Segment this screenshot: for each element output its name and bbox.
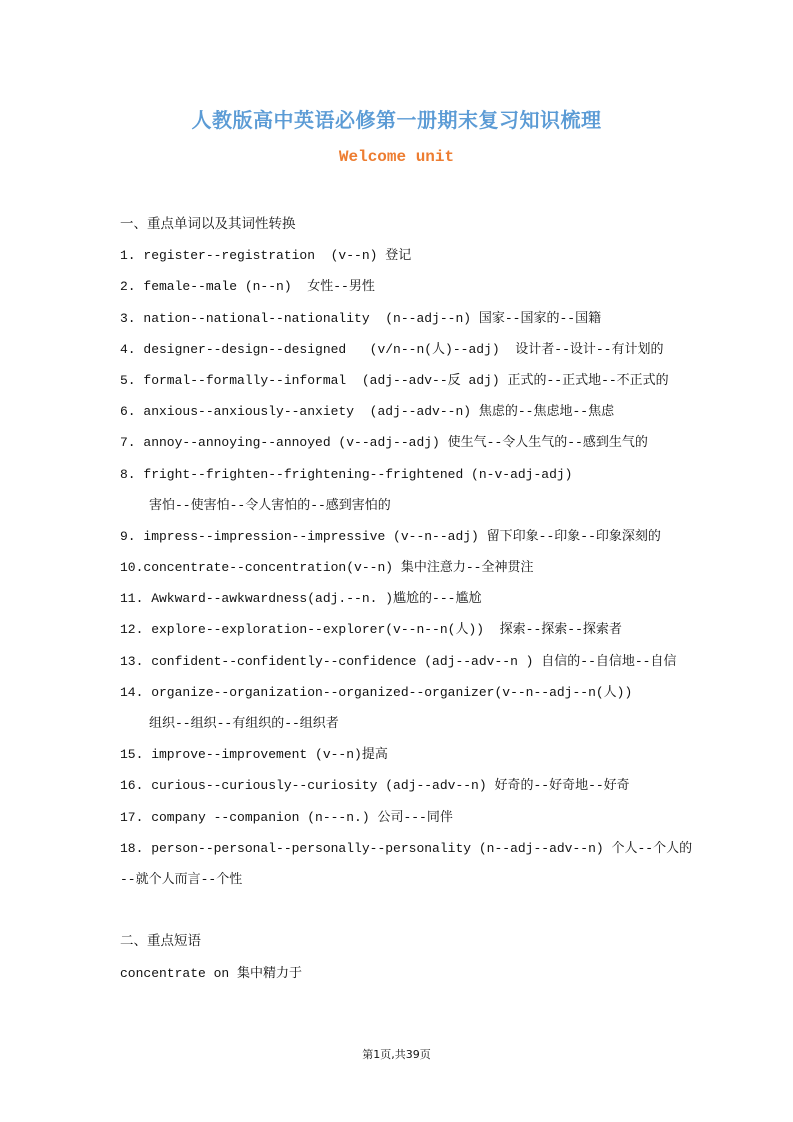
vocab-item-continuation: --就个人而言--个性 [120,871,243,887]
vocab-item: 13. confident--confidently--confidence (adj--adv--n ) 自信的--自信地--自信 [120,653,677,669]
unit-subtitle: Welcome unit [338,148,455,166]
document-title: 人教版高中英语必修第一册期末复习知识梳理 [191,108,602,132]
vocab-item: 5. formal--formally--informal (adj--adv--反 adj) 正式的--正式地--不正式的 [120,372,669,388]
phrase-item: concentrate on 集中精力于 [120,965,303,981]
section-heading-phrases: 二、重点短语 [120,933,201,950]
vocab-item: 16. curious--curiously--curiosity (adj--adv--n) 好奇的--好奇地--好奇 [120,778,630,794]
vocab-item-continuation: 组织--组织--有组织的--组织者 [149,716,339,731]
vocab-item: 11. Awkward--awkwardness(adj.--n. )尴尬的---尴尬 [120,591,482,607]
vocab-item: 17. company --companion (n---n.) 公司---同伴 [120,809,453,825]
vocab-item: 1. register--registration (v--n) 登记 [120,248,412,264]
vocab-item: 9. impress--impression--impressive (v--n--adj) 留下印象--印象--印象深刻的 [120,528,661,544]
page-footer: 第1页,共39页 [362,1048,431,1061]
document-body [120,209,693,989]
vocab-item: 3. nation--national--nationality (n--adj--n) 国家--国家的--国籍 [120,310,602,326]
vocab-item: 15. improve--improvement (v--n)提高 [120,747,388,763]
vocab-item: 18. person--personal--personally--personality (n--adj--adv--n) 个人--个人的 [120,840,693,856]
section-heading-vocabulary: 一、重点单词以及其词性转换 [120,216,296,232]
spacer [120,895,680,926]
vocab-item: 8. fright--frighten--frightening--frightened (n-v-adj-adj) [120,466,573,482]
vocab-item: 14. organize--organization--organized--organizer(v--n--adj--n(人)) [120,684,633,700]
vocab-item: 6. anxious--anxiously--anxiety (adj--adv--n) 焦虑的--焦虑地--焦虑 [120,404,615,420]
vocab-item: 4. designer--design--designed (v/n--n(人)--adj) 设计者--设计--有计划的 [120,341,664,357]
vocab-item: 12. explore--exploration--explorer(v--n--n(人)) 探索--探索--探索者 [120,622,622,638]
vocab-item: 7. annoy--annoying--annoyed (v--adj--adj) 使生气--令人生气的--感到生气的 [120,435,648,451]
vocab-item: 10.concentrate--concentration(v--n) 集中注意力--全神贯注 [120,560,534,576]
vocab-item-continuation: 害怕--使害怕--令人害怕的--感到害怕的 [149,497,391,513]
vocab-item: 2. female--male (n--n) 女性--男性 [120,279,375,295]
